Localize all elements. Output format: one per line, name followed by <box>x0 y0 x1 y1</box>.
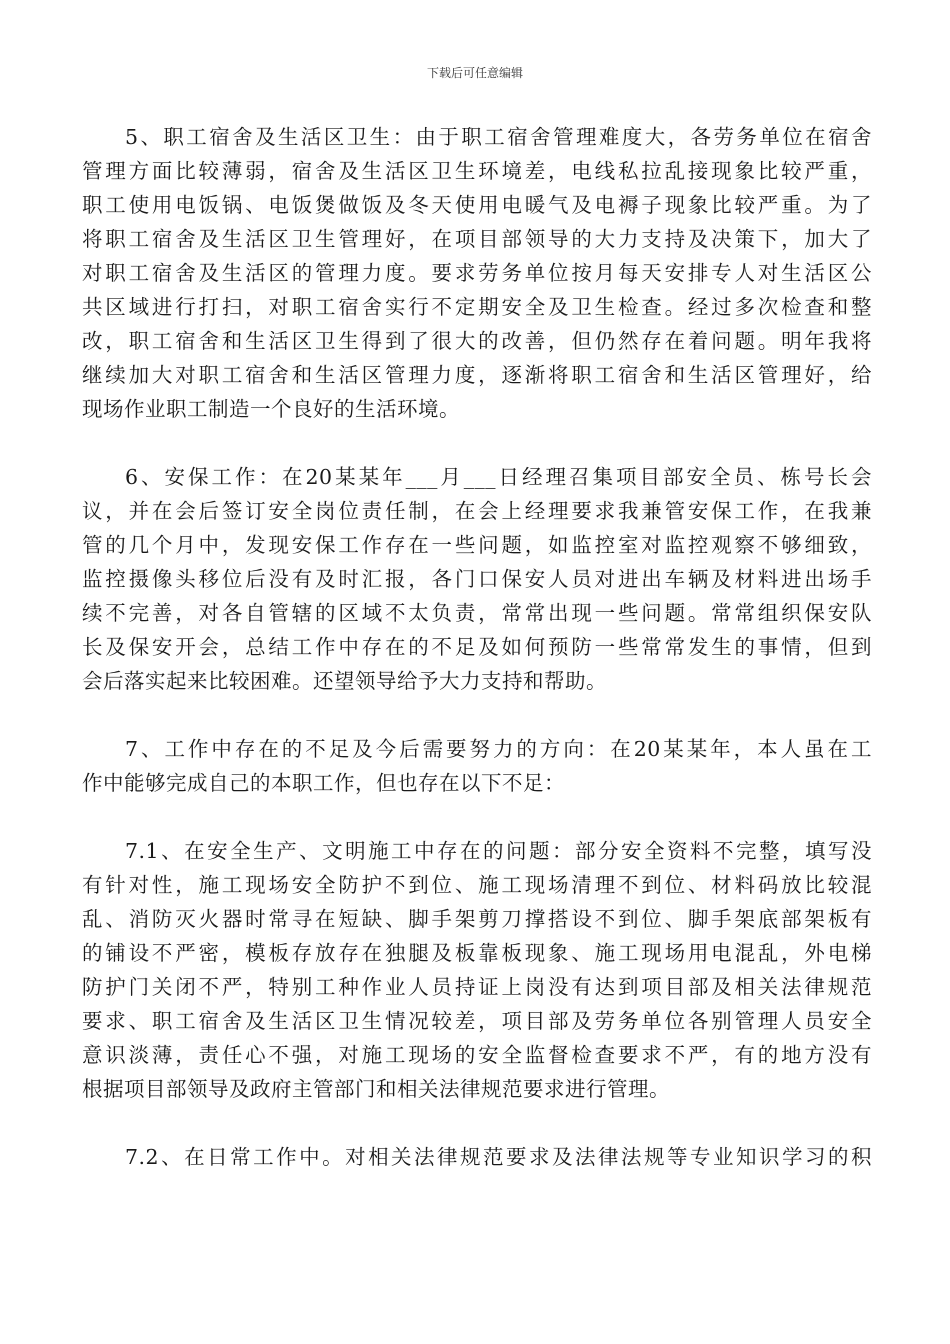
text-line: 监控摄像头移位后没有及时汇报，各门口保安人员对进出车辆及材料进出场手 <box>82 567 872 591</box>
document-body <box>82 120 872 1174</box>
text-line: 共区域进行打扫，对职工宿舍实行不定期安全及卫生检查。经过多次检查和整 <box>82 295 872 319</box>
paragraph-gap <box>82 426 872 460</box>
text-line: 5、职工宿舍及生活区卫生：由于职工宿舍管理难度大，各劳务单位在宿舍 <box>125 125 872 149</box>
text-line: 改，职工宿舍和生活区卫生得到了很大的改善，但仍然存在着问题。明年我将 <box>82 329 872 353</box>
paragraph-gap <box>82 1106 872 1140</box>
text-line: 管的几个月中，发现安保工作存在一些问题，如监控室对监控观察不够细致， <box>82 533 872 557</box>
text-line: 续不完善，对各自管辖的区域不太负责，常常出现一些问题。常常组织保安队 <box>82 601 872 625</box>
paragraph-gap <box>82 800 872 834</box>
paragraph-dormitory-hygiene <box>82 120 872 426</box>
text-line: 7.2、在日常工作中。对相关法律规范要求及法律法规等专业知识学习的积 <box>125 1145 872 1169</box>
text-line: 作中能够完成自己的本职工作，但也存在以下不足： <box>82 771 565 795</box>
paragraph-gap <box>82 698 872 732</box>
text-line: 的铺设不严密，模板存放存在独腿及板靠板现象、施工现场用电混乱，外电梯 <box>82 941 872 965</box>
text-line: 现场作业职工制造一个良好的生活环境。 <box>82 397 460 421</box>
text-line: 对职工宿舍及生活区的管理力度。要求劳务单位按月每天安排专人对生活区公 <box>82 261 872 285</box>
text-line: 乱、消防灭火器时常寻在短缺、脚手架剪刀撑搭设不到位、脚手架底部架板有 <box>82 907 872 931</box>
text-line: 7.1、在安全生产、文明施工中存在的问题：部分安全资料不完整，填写没 <box>125 839 872 863</box>
text-line: 根据项目部领导及政府主管部门和相关法律规范要求进行管理。 <box>82 1077 670 1101</box>
text-line: 继续加大对职工宿舍和生活区管理力度，逐渐将职工宿舍和生活区管理好，给 <box>82 363 872 387</box>
text-line: 管理方面比较薄弱，宿舍及生活区卫生环境差，电线私拉乱接现象比较严重， <box>82 159 872 183</box>
paragraph-security-work <box>82 460 872 698</box>
text-line: 长及保安开会，总结工作中存在的不足及如何预防一些常常发生的事情，但到 <box>82 635 872 659</box>
text-line: 将职工宿舍及生活区卫生管理好，在项目部领导的大力支持及决策下，加大了 <box>82 227 872 251</box>
text-line: 职工使用电饭锅、电饭煲做饭及冬天使用电暖气及电褥子现象比较严重。为了 <box>82 193 872 217</box>
text-line: 有针对性，施工现场安全防护不到位、施工现场清理不到位、材料码放比较混 <box>82 873 872 897</box>
text-line: 要求、职工宿舍及生活区卫生情况较差，项目部及劳务单位各别管理人员安全 <box>82 1009 872 1033</box>
page-header: 下载后可任意编辑 <box>426 66 523 80</box>
paragraph-shortcomings <box>82 732 872 800</box>
paragraph-daily-work <box>82 1140 872 1174</box>
text-line: 议，并在会后签订安全岗位责任制，在会上经理要求我兼管安保工作，在我兼 <box>82 499 872 523</box>
text-line: 防护门关闭不严，特别工种作业人员持证上岗没有达到项目部及相关法律规范 <box>82 975 872 999</box>
text-line: 7、工作中存在的不足及今后需要努力的方向：在20某某年，本人虽在工 <box>125 737 872 761</box>
text-line: 意识淡薄，责任心不强，对施工现场的安全监督检查要求不严，有的地方没有 <box>82 1043 872 1067</box>
paragraph-safety-issues <box>82 834 872 1106</box>
text-line: 6、安保工作：在20某某年___月___日经理召集项目部安全员、栋号长会 <box>125 465 872 489</box>
text-line: 会后落实起来比较困难。还望领导给予大力支持和帮助。 <box>82 669 607 693</box>
